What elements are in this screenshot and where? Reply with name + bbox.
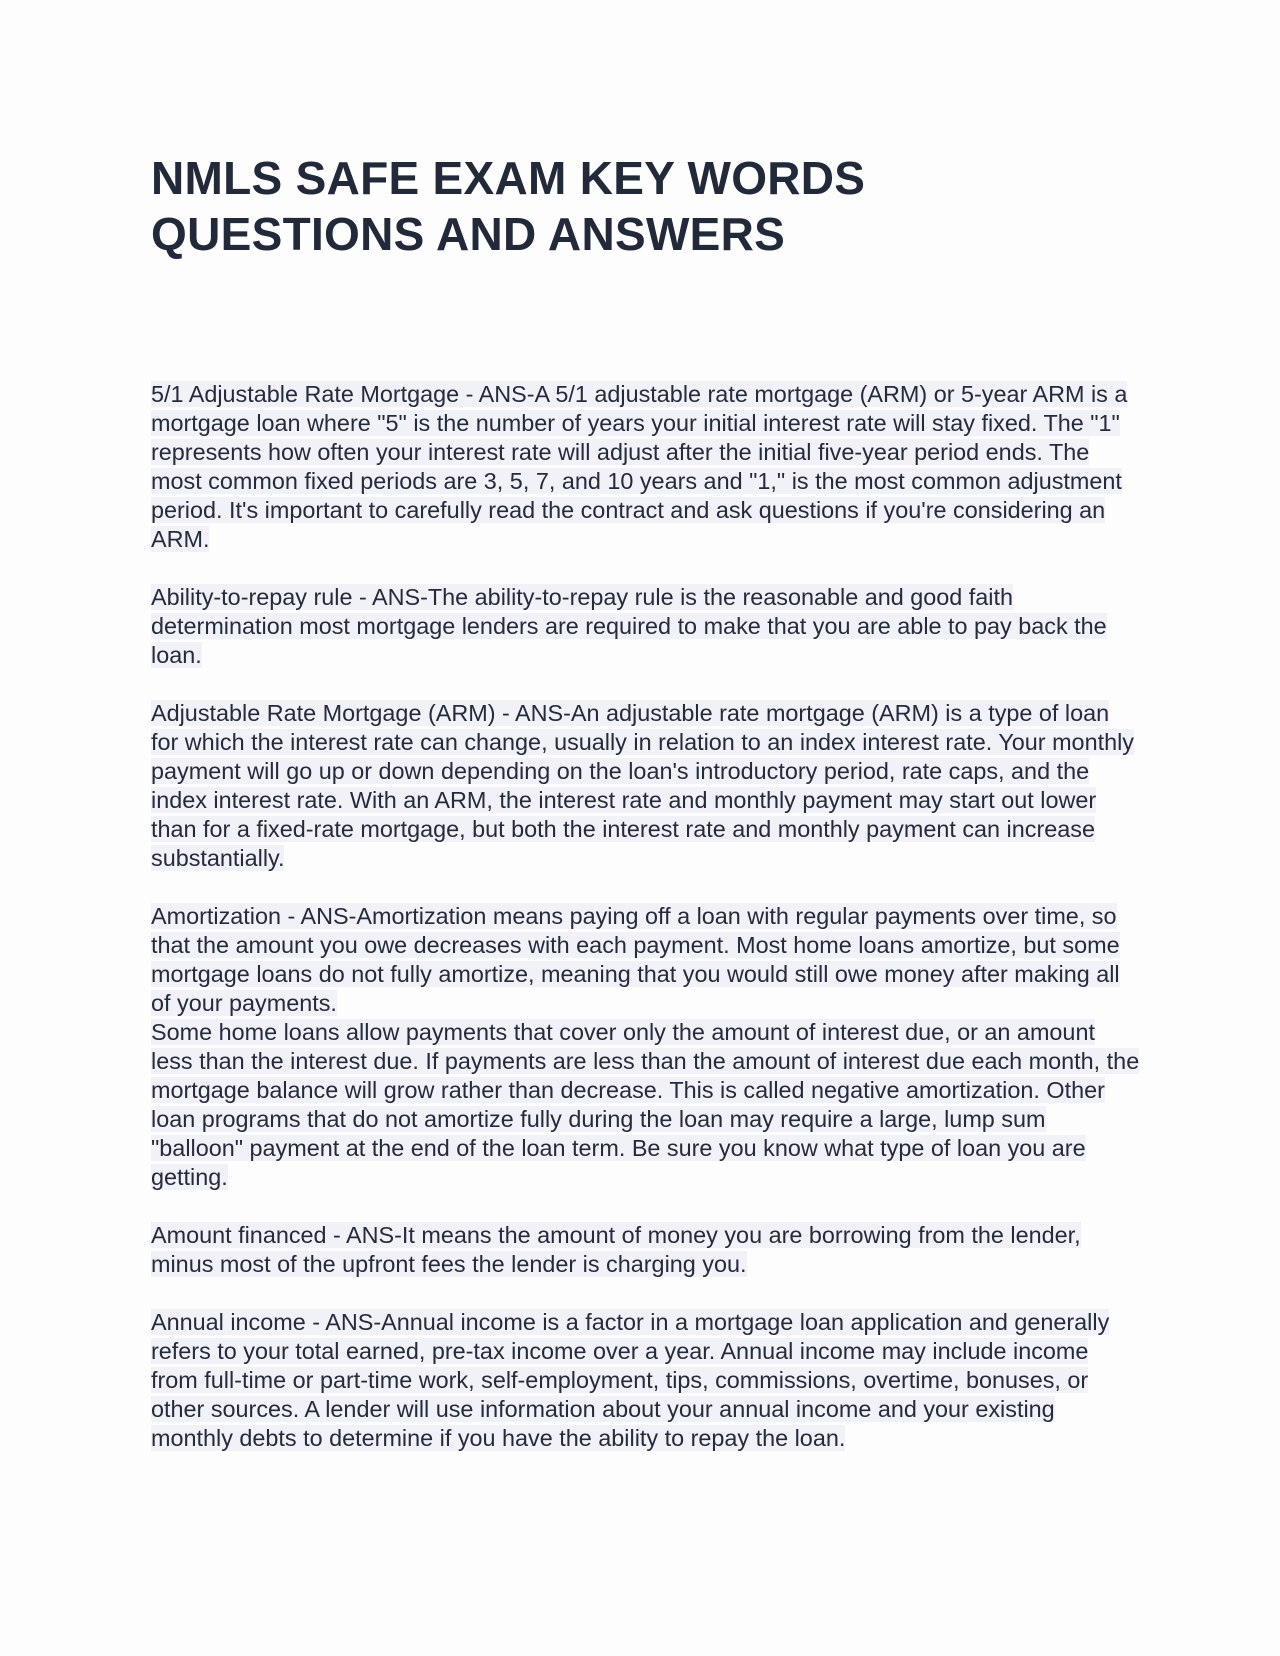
document-title: NMLS SAFE EXAM KEY WORDS QUESTIONS AND ANSWERS xyxy=(151,152,866,260)
entry-text: Ability-to-repay rule - ANS-The ability-to-repay rule is the reasonable and good faith determination most mortgage lenders are required to make that you are able to pay back the loan. xyxy=(151,584,1107,668)
entry-text: Amount financed - ANS-It means the amount of money you are borrowing from the lender, minus most of the upfront fees the lender is charging you. xyxy=(151,1222,1081,1277)
entry-list xyxy=(151,380,1141,1482)
list-item xyxy=(151,1221,1141,1279)
document-page xyxy=(151,150,1141,1451)
list-item xyxy=(151,380,1141,554)
list-item xyxy=(151,902,1141,1192)
entry-text: Adjustable Rate Mortgage (ARM) - ANS-An adjustable rate mortgage (ARM) is a type of loan for which the interest rate can change, usually in relation to an index interest rate. Your monthly payment will go up or down depending on the loan's introductory period, rate caps, and the index interest rate. With an ARM, the interest rate and monthly payment may start out lower than for a fixed-rate mortgage, but both the interest rate and monthly payment can increase substantially. xyxy=(151,700,1134,871)
list-item xyxy=(151,1308,1141,1453)
entry-text: 5/1 Adjustable Rate Mortgage - ANS-A 5/1 adjustable rate mortgage (ARM) or 5-year ARM is a mortgage loan where "5" is the number of years your initial interest rate will stay fixed. The "1" represents how often your interest rate will adjust after the initial five-year period ends. The most common fixed periods are 3, 5, 7, and 10 years and "1," is the most common adjustment period. It's important to carefully read the contract and ask questions if you're considering an ARM. xyxy=(151,381,1128,552)
list-item xyxy=(151,699,1141,873)
entry-text: Some home loans allow payments that cover only the amount of interest due, or an amount less than the interest due. If payments are less than the amount of interest due each month, the mortgage balance will grow rather than decrease. This is called negative amortization. Other loan programs that do not amortize fully during the loan may require a large, lump sum "balloon" payment at the end of the loan term. Be sure you know what type of loan you are getting. xyxy=(151,1019,1140,1190)
list-item xyxy=(151,583,1141,670)
entry-text: Amortization - ANS-Amortization means paying off a loan with regular payments over time, so that the amount you owe decreases with each payment. Most home loans amortize, but some mortgage loans do not fully amortize, meaning that you would still owe money after making all of your payments. xyxy=(151,903,1120,1016)
entry-text: Annual income - ANS-Annual income is a factor in a mortgage loan application and generally refers to your total earned, pre-tax income over a year. Annual income may include income from full-time or part-time work, self-employment, tips, commissions, overtime, bonuses, or other sources. A lender will use information about your annual income and your existing monthly debts to determine if you have the ability to repay the loan. xyxy=(151,1309,1110,1451)
